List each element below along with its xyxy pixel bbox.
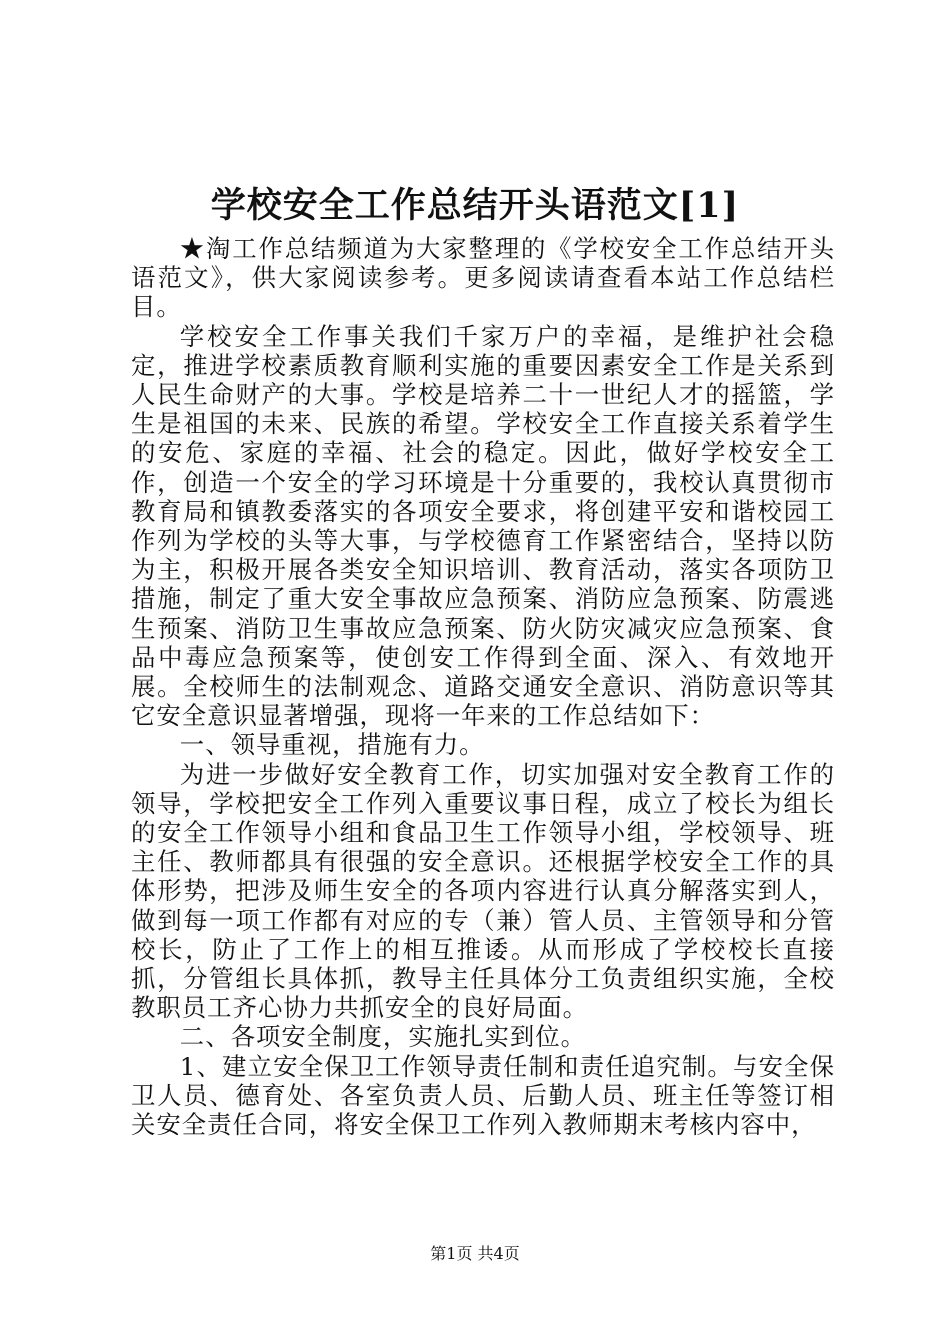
overview-paragraph: 学校安全工作事关我们千家万户的幸福，是维护社会稳定，推进学校素质教育顺利实施的重要因素安全工作是关系到人民生命财产的大事。学校是培养二十一世纪人才的摇篮，学生是祖国的未来、民族的希望。学校安全工作直接关系着学生的安危、家庭的幸福、社会的稳定。因此，做好学校安全工作，创造一个安全的学习环境是十分重要的，我校认真贯彻市教育局和镇教委落实的各项安全要求，将创建平安和谐校园工作列为学校的头等大事，与学校德育工作紧密结合，坚持以防为主，积极开展各类安全知识培训、教育活动，落实各项防卫措施，制定了重大安全事故应急预案、消防应急预案、防震逃生预案、消防卫生事故应急预案、防火防灾减灾应急预案、食品中毒应急预案等，使创安工作得到全面、深入、有效地开展。全校师生的法制观念、道路交通安全意识、消防意识等其它安全意识显著增强，现将一年来的工作总结如下：	[131, 321, 835, 731]
intro-paragraph: ★淘工作总结频道为大家整理的《学校安全工作总结开头语范文》，供大家阅读参考。更多阅读请查看本站工作总结栏目。	[131, 234, 835, 322]
document-title: 学校安全工作总结开头语范文[1]	[210, 185, 740, 226]
section-heading-1: 一、领导重视，措施有力。	[179, 730, 485, 760]
page-footer: 第1页 共4页	[430, 1244, 520, 1263]
section-heading-2: 二、各项安全制度，实施扎实到位。	[179, 1022, 587, 1052]
section-2-item-1: 1、建立安全保卫工作领导责任制和责任追究制。与安全保卫人员、德育处、各室负责人员、后勤人员、班主任等签订相关安全责任合同，将安全保卫工作列入教师期末考核内容中，	[131, 1051, 835, 1140]
section-1-paragraph: 为进一步做好安全教育工作，切实加强对安全教育工作的领导，学校把安全工作列入重要议事日程，成立了校长为组长的安全工作领导小组和食品卫生工作领导小组，学校领导、班主任、教师都具有很强的安全意识。还根据学校安全工作的具体形势，把涉及师生安全的各项内容进行认真分解落实到人，做到每一项工作都有对应的专（兼）管人员、主管领导和分管校长，防止了工作上的相互推诿。从而形成了学校校长直接抓，分管组长具体抓，教导主任具体分工负责组织实施，全校教职员工齐心协力共抓安全的良好局面。	[131, 759, 835, 1023]
document-body	[131, 234, 835, 1139]
